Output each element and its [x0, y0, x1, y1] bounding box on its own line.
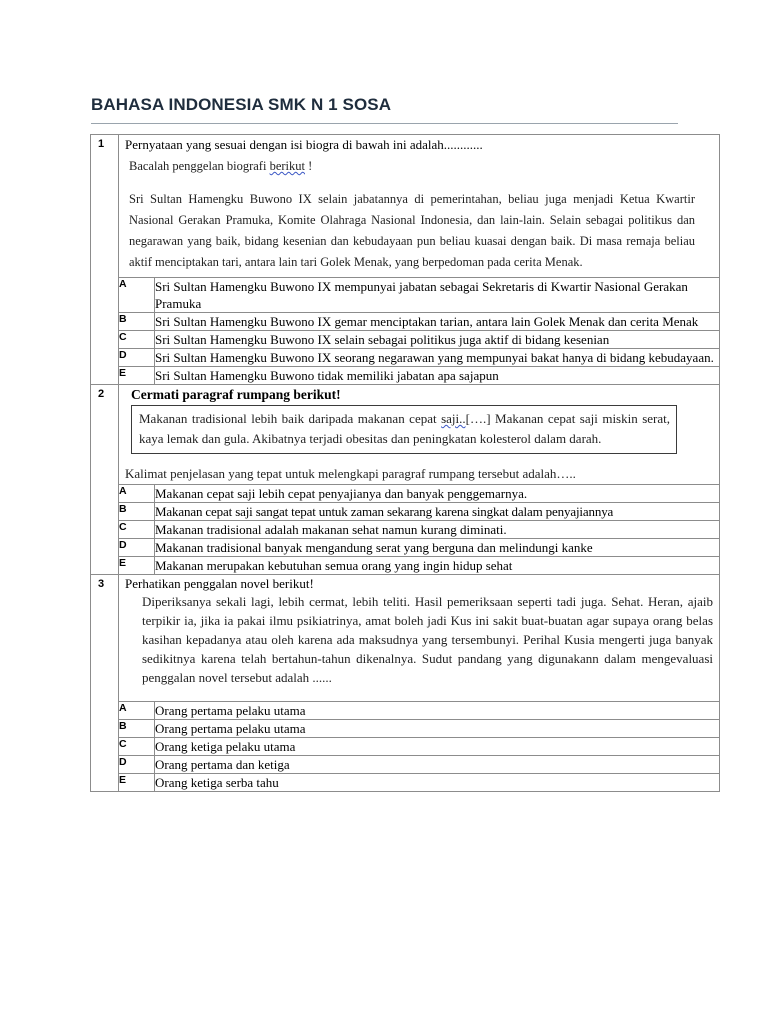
option-row[interactable]	[91, 485, 720, 503]
option-text[interactable]: Sri Sultan Hamengku Buwono tidak memiliki jabatan apa sajapun	[155, 367, 720, 385]
option-row[interactable]	[91, 738, 720, 756]
question-2-row	[91, 385, 720, 485]
question-1-text: Pernyataan yang sesuai dengan isi biogra di bawah ini adalah............	[125, 137, 483, 152]
option-letter: C	[119, 521, 155, 539]
option-letter: D	[119, 539, 155, 557]
option-letter: D	[119, 349, 155, 367]
option-text[interactable]: Orang ketiga pelaku utama	[155, 738, 720, 756]
option-text[interactable]: Makanan cepat saji sangat tepat untuk zaman sekarang karena singkat dalam penyajiannya	[155, 503, 720, 521]
option-letter: E	[119, 557, 155, 575]
option-row[interactable]	[91, 557, 720, 575]
option-row[interactable]	[91, 539, 720, 557]
option-text[interactable]: Sri Sultan Hamengku Buwono IX seorang negarawan yang mempunyai bakat hanya di bidang kebudayaan.	[155, 349, 720, 367]
option-letter: B	[119, 313, 155, 331]
option-letter: A	[119, 702, 155, 720]
option-letter: E	[119, 367, 155, 385]
novel-excerpt-passage: Diperiksanya sekali lagi, lebih cermat, lebih teliti. Hasil pemeriksaan seperti tadi juga. Sehat. Heran, ajaib terpikir ia, jika ia pakai ilmu psikiatrinya, amat boleh jadi Kus ini sakit buat-buatan agar supaya orang belas kasihan kepadanya atau oleh karena ada maksudnya yang tersembunyi. Perihal Kusia mengerti juga banyak sedikitnya karena telah bertahun-tahun dikenalnya. Sudut pandang yang digunakann dalam mengevaluasi penggalan novel tersebut adalah ......	[142, 594, 713, 685]
option-text[interactable]: Orang ketiga serba tahu	[155, 774, 720, 792]
option-letter: A	[119, 485, 155, 503]
question-number: 2	[91, 385, 119, 575]
option-text[interactable]: Makanan cepat saji lebih cepat penyajianya dan banyak penggemarnya.	[155, 485, 720, 503]
q1-biography-passage: Sri Sultan Hamengku Buwono IX selain jabatannya di pemerintahan, beliau juga menjadi Ketua Kwartir Nasional Gerakan Pramuka, Komite Olahraga Nasional Indonesia, dan lain-lain. Selain sebagai politikus dan negarawan yang baik, bidang kesenian dan kebudayaan pun beliau kuasai dengan baik. Di masa remaja beliau aktif menciptakan tari, antara lain tari Golek Menak, yang berpedoman pada cerita Menak.	[129, 192, 695, 269]
question-2-heading: Cermati paragraf rumpang berikut!	[131, 387, 341, 402]
option-letter: E	[119, 774, 155, 792]
option-row[interactable]	[91, 278, 720, 313]
underlined-word: saji..[	[441, 411, 470, 426]
option-row[interactable]	[91, 774, 720, 792]
question-1-row	[91, 135, 720, 278]
option-row[interactable]	[91, 503, 720, 521]
option-row[interactable]	[91, 702, 720, 720]
option-row[interactable]	[91, 331, 720, 349]
option-row[interactable]	[91, 756, 720, 774]
question-2-text: Kalimat penjelasan yang tepat untuk melengkapi paragraf rumpang tersebut adalah…..	[125, 466, 576, 481]
option-letter: D	[119, 756, 155, 774]
option-letter: B	[119, 720, 155, 738]
option-text[interactable]: Sri Sultan Hamengku Buwono IX gemar menciptakan tarian, antara lain Golek Menak dan cerita Menak	[155, 313, 720, 331]
option-row[interactable]	[91, 720, 720, 738]
question-number: 1	[91, 135, 119, 385]
option-text[interactable]: Makanan tradisional banyak mengandung serat yang berguna dan melindungi kanke	[155, 539, 720, 557]
option-letter: C	[119, 738, 155, 756]
option-letter: B	[119, 503, 155, 521]
option-text[interactable]: Makanan tradisional adalah makanan sehat namun kurang diminati.	[155, 521, 720, 539]
option-text[interactable]: Sri Sultan Hamengku Buwono IX selain sebagai politikus juga aktif di bidang kesenian	[155, 331, 720, 349]
q1-passage-block	[119, 156, 719, 277]
question-3-body	[119, 575, 720, 702]
page-title: BAHASA INDONESIA SMK N 1 SOSA	[91, 95, 392, 114]
option-text[interactable]: Makanan merupakan kebutuhan semua orang yang ingin hidup sehat	[155, 557, 720, 575]
question-3-heading: Perhatikan penggalan novel berikut!	[125, 576, 314, 591]
title-divider	[91, 123, 678, 124]
question-2-body	[119, 385, 720, 485]
question-1-body	[119, 135, 720, 278]
question-table	[90, 134, 720, 792]
option-text[interactable]: Orang pertama pelaku utama	[155, 720, 720, 738]
question-3-row	[91, 575, 720, 702]
option-row[interactable]	[91, 367, 720, 385]
option-row[interactable]	[91, 521, 720, 539]
option-text[interactable]: Sri Sultan Hamengku Buwono IX mempunyai jabatan sebagai Sekretaris di Kwartir Nasional Gerakan Pramuka	[155, 278, 720, 313]
option-row[interactable]	[91, 349, 720, 367]
option-text[interactable]: Orang pertama dan ketiga	[155, 756, 720, 774]
option-letter: C	[119, 331, 155, 349]
option-text[interactable]: Orang pertama pelaku utama	[155, 702, 720, 720]
q1-reading-instruction: Bacalah penggelan biografi berikut !	[129, 159, 313, 173]
question-number: 3	[91, 575, 119, 792]
option-row[interactable]	[91, 313, 720, 331]
underlined-word: berikut	[269, 159, 305, 173]
incomplete-paragraph-box: Makanan tradisional lebih baik daripada makanan cepat saji..[….] Makanan cepat saji miskin serat, kaya lemak dan gula. Akibatnya terjadi obesitas dan peningkatan kolesterol dalam darah.	[131, 405, 677, 454]
option-letter: A	[119, 278, 155, 313]
